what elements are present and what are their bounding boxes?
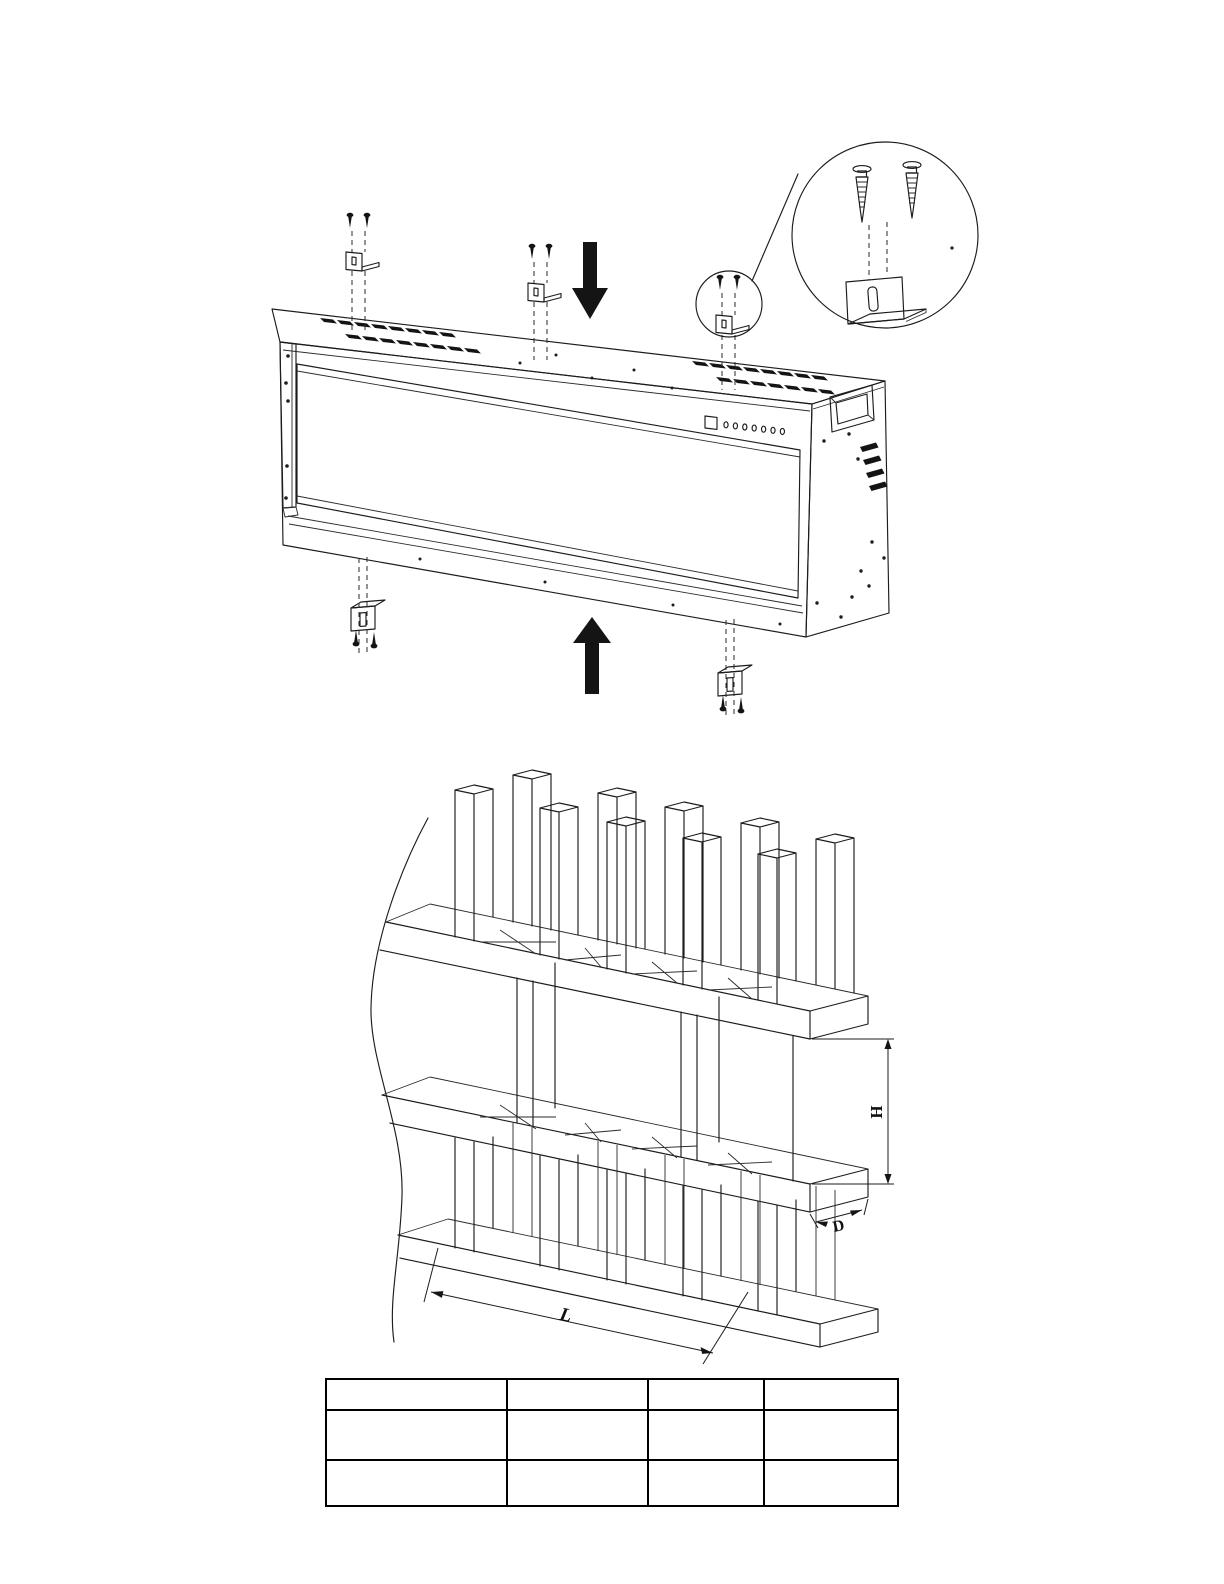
screw-icon bbox=[371, 632, 378, 648]
bottom-mounting-bracket-2 bbox=[718, 619, 752, 718]
table-cell bbox=[764, 1410, 898, 1460]
detail-circle-large bbox=[792, 142, 978, 328]
frame-bottom-studs-back bbox=[513, 1123, 835, 1300]
screw-icon bbox=[734, 275, 741, 290]
table-row bbox=[326, 1460, 898, 1506]
screw-icon bbox=[738, 697, 745, 713]
table-cell bbox=[648, 1410, 764, 1460]
top-mounting-bracket-3 bbox=[716, 275, 749, 390]
screw-icon bbox=[546, 244, 553, 259]
table-cell bbox=[326, 1410, 507, 1460]
front-left-trim bbox=[280, 342, 298, 517]
table-cell bbox=[326, 1379, 507, 1410]
table-cell bbox=[326, 1460, 507, 1506]
down-arrow-icon bbox=[572, 242, 608, 319]
detail-leader-line bbox=[752, 174, 798, 281]
table-cell bbox=[648, 1379, 764, 1410]
dimension-depth-label: D bbox=[831, 1216, 847, 1237]
anchor-screw-icon bbox=[853, 166, 871, 222]
table-row bbox=[326, 1410, 898, 1460]
screw-icon bbox=[529, 244, 536, 259]
table-row bbox=[326, 1379, 898, 1410]
fireplace-unit-body bbox=[272, 309, 889, 637]
table-cell bbox=[507, 1379, 648, 1410]
dimension-length bbox=[424, 1248, 748, 1364]
top-screw-holes bbox=[519, 354, 674, 390]
table-cell bbox=[764, 1460, 898, 1506]
fireplace-insert-illustration bbox=[272, 142, 978, 718]
glass-front-window bbox=[288, 364, 803, 626]
table-cell bbox=[648, 1460, 764, 1506]
up-arrow-icon bbox=[573, 617, 611, 694]
screw-icon bbox=[717, 275, 724, 290]
spec-table bbox=[325, 1378, 899, 1507]
dimension-height-label: H bbox=[867, 1105, 886, 1119]
wall-framing-illustration bbox=[371, 770, 894, 1364]
screw-icon bbox=[364, 213, 371, 228]
screw-icon bbox=[353, 630, 360, 646]
screw-icon bbox=[347, 213, 354, 228]
detail-circle-large-icon bbox=[792, 142, 978, 328]
dimension-length-label: L bbox=[557, 1303, 574, 1327]
control-panel-buttons bbox=[705, 416, 785, 434]
table-cell bbox=[507, 1460, 648, 1506]
frame-horizontal-plates bbox=[380, 904, 878, 1347]
table-cell bbox=[764, 1379, 898, 1410]
top-vent-louvers bbox=[320, 318, 835, 395]
screw-icon bbox=[720, 695, 727, 711]
anchor-screw-icon bbox=[903, 162, 921, 218]
frame-tall-studs-front bbox=[455, 785, 796, 1004]
dimension-height bbox=[812, 1039, 894, 1184]
bottom-mounting-bracket-1 bbox=[351, 557, 385, 653]
table-cell bbox=[507, 1410, 648, 1460]
side-vent-slots bbox=[860, 443, 888, 492]
break-line bbox=[371, 818, 428, 1342]
top-mounting-bracket-1 bbox=[346, 213, 379, 333]
